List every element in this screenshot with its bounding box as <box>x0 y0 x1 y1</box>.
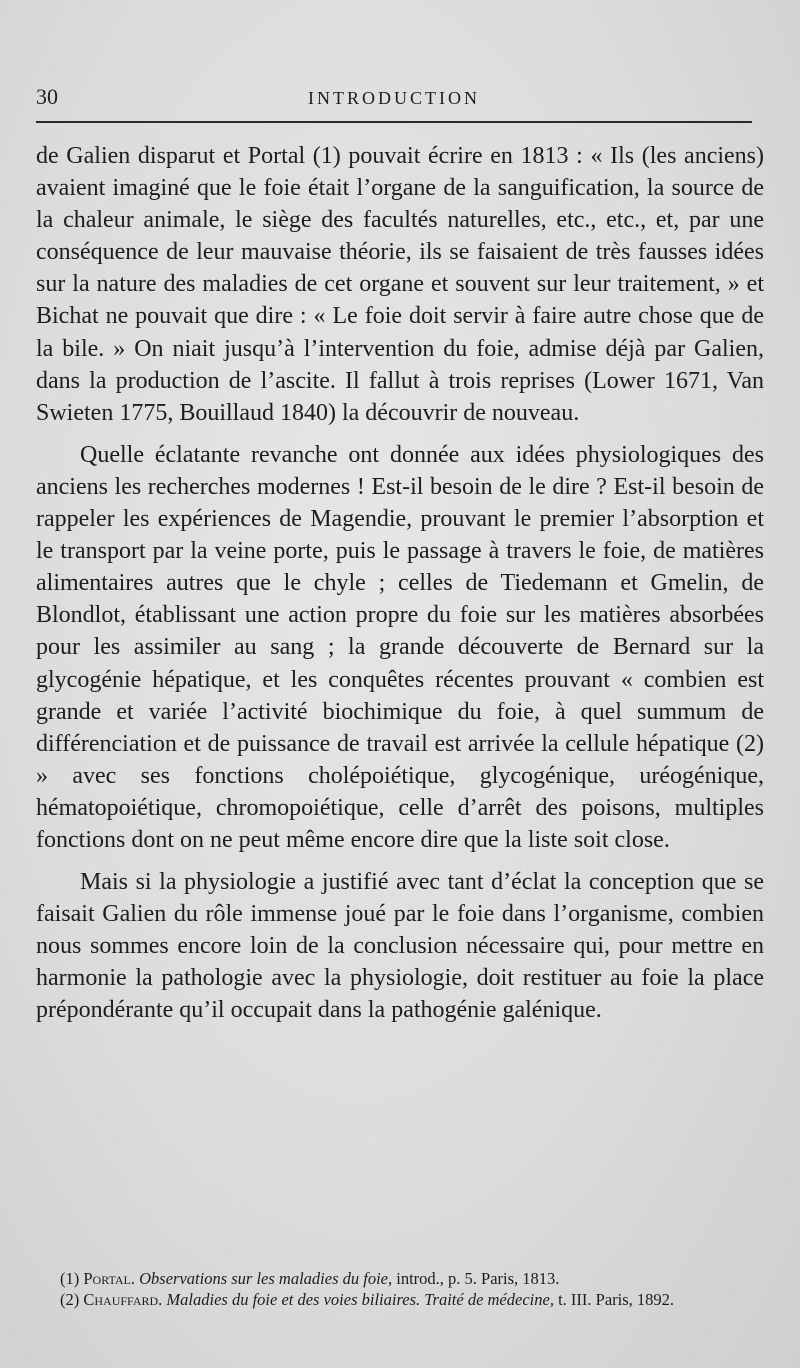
footnote-1-rest: introd., p. 5. Paris, 1813. <box>396 1269 560 1288</box>
page-number: 30 <box>36 84 58 109</box>
body-text <box>36 140 764 1027</box>
paragraph-1: de Galien disparut et Portal (1) pouvait écrire en 1813 : « Ils (les anciens) avaient imaginé que le foie était l’organe de la sanguification, la source de la chaleur animale, le siège des facultés naturelles, etc., etc., et, par une conséquence de leur mauvaise théorie, ils se faisaient de très fausses idées sur la nature des maladies de cet organe et souvent sur leur traitement, » et Bichat ne pouvait que dire : « Le foie doit servir à faire autre chose que de la bile. » On niait jusqu’à l’intervention du foie, admise déjà par Galien, dans la production de l’ascite. Il fallut à trois reprises (Lower 1671, Van Swieten 1775, Bouillaud 1840) la découvrir de nouveau. <box>36 143 764 426</box>
header-rule <box>36 121 752 123</box>
footnote-2-author: Chauffard. <box>83 1290 163 1309</box>
footnote-2-rest: t. III. Paris, 1892. <box>558 1290 675 1309</box>
footnote-2-marker: (2) <box>60 1290 80 1309</box>
footnote-1-marker: (1) <box>60 1269 80 1288</box>
page-header <box>36 80 752 116</box>
footnote-1-author: Portal. <box>83 1269 135 1288</box>
footnote-1-title: Observations sur les maladies du foie, <box>139 1269 393 1288</box>
footnote-1 <box>36 1268 764 1289</box>
running-title: INTRODUCTION <box>308 88 480 108</box>
paragraph-2: Quelle éclatante revanche ont donnée aux idées physiologiques des anciens les recherches modernes ! Est-il besoin de le dire ? Est-il besoin de rappeler les expériences de Magendie, prouvant le premier l’absorption et le transport par la veine porte, puis le passage à travers le foie, de matières alimentaires autres que le chyle ; celles de Tiedemann et Gmelin, de Blondlot, établissant une action propre du foie sur les matières absorbées pour les assimiler au sang ; la grande découverte de Bernard sur la glycogénie hépatique, et les conquêtes récentes prouvant « combien est grande et variée l’activité biochimique du foie, à quel summum de différenciation et de puissance de travail est arrivée la cellule hépatique (2) » avec ses fonctions cholépoiétique, glycogénique, uréogénique, hématopoiétique, chromopoiétique, celle d’arrêt des poisons, multiples fonctions dont on ne peut même encore dire que la liste soit close. <box>36 441 764 853</box>
paragraph-3: Mais si la physiologie a justifié avec tant d’éclat la conception que se faisait Galien du rôle immense joué par le foie dans l’organisme, combien nous sommes encore loin de la conclusion nécessaire qui, pour mettre en harmonie la pathologie avec la physiologie, doit restituer au foie la place prépondérante qu’il occupait dans la pathogénie galénique. <box>36 869 764 1024</box>
footnotes <box>36 1268 764 1310</box>
footnote-2 <box>36 1289 764 1310</box>
footnote-2-title: Maladies du foie et des voies biliaires. Traité de médecine, <box>166 1290 554 1309</box>
